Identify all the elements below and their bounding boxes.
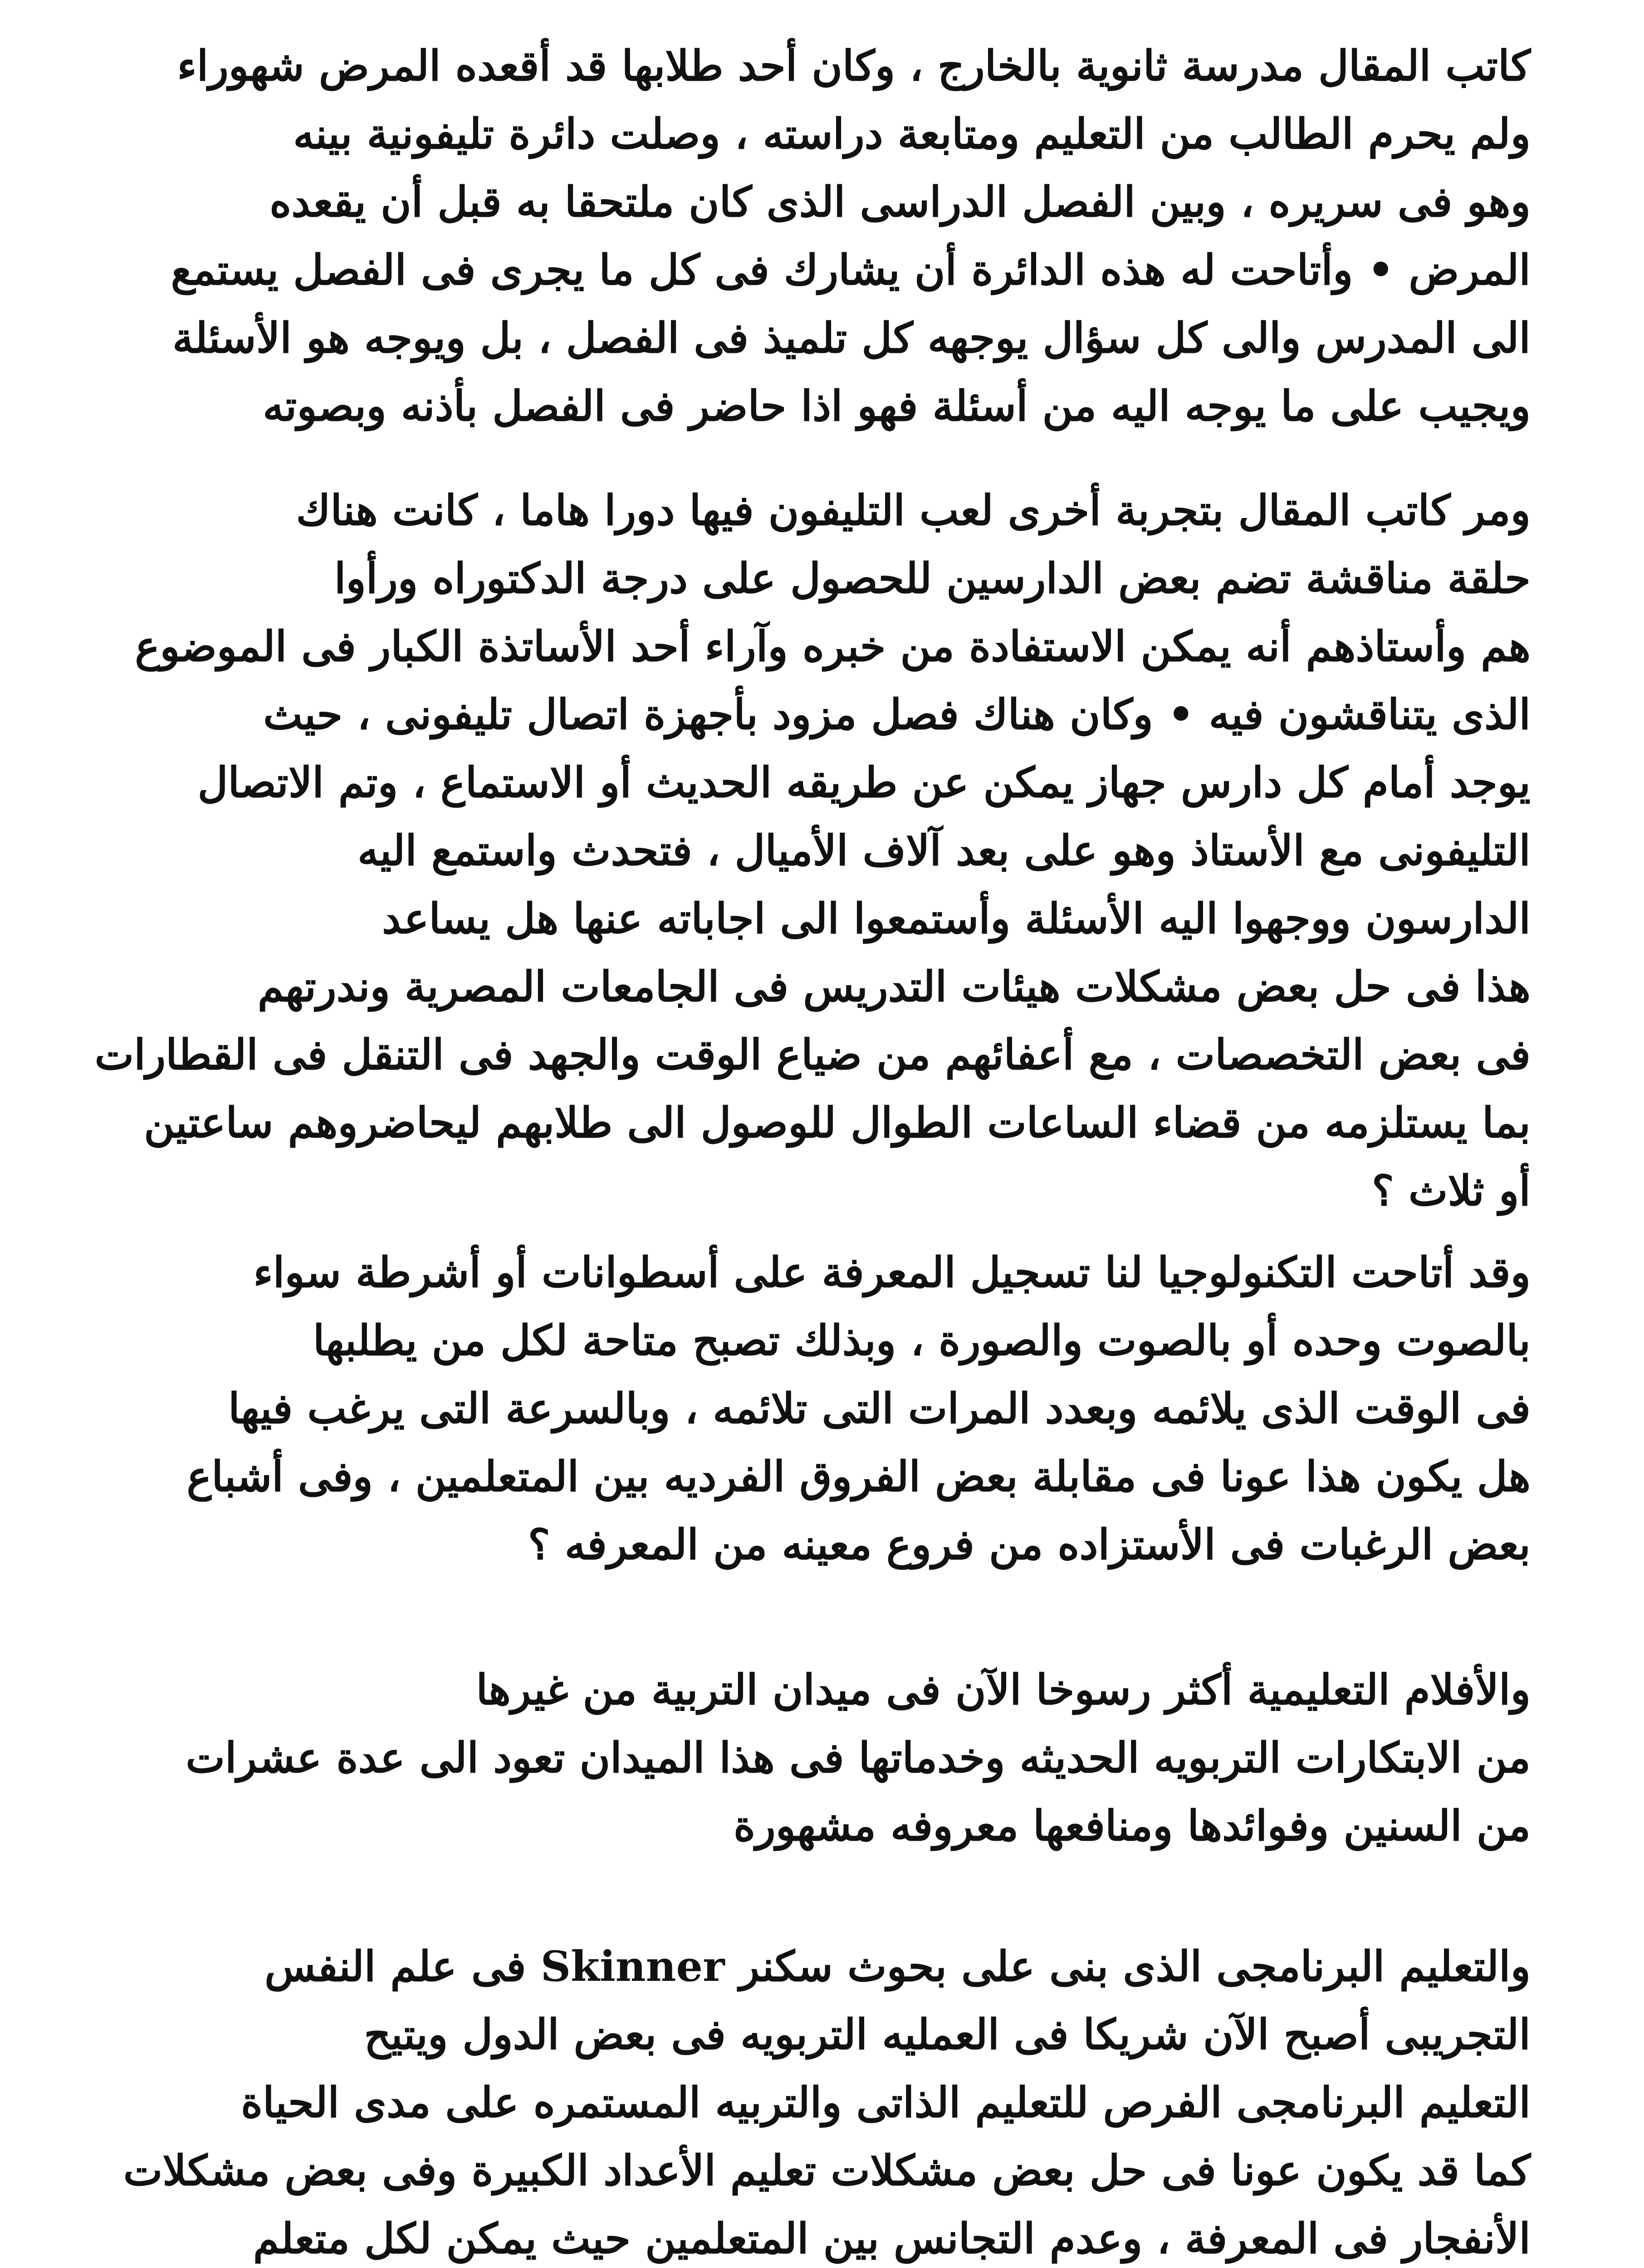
- paragraph-line: من السنين وفوائدها ومنافعها معروفه مشهورة: [734, 1801, 1531, 1850]
- paragraph-line: التعليم البرنامجى الفرص للتعليم الذاتى والتربيه المستمره على مدى الحياة: [240, 2078, 1531, 2127]
- paragraph-line: ومر كاتب المقال بتجربة أخرى لعب التليفون فيها دورا هاما ، كانت هناك: [296, 486, 1531, 535]
- paragraph-line: وقد أتاحت التكنولوجيا لنا تسجيل المعرفة على أسطوانات أو أشرطة سواء: [253, 1248, 1531, 1297]
- paragraph-2: [94, 476, 1531, 1225]
- paragraph-line: هذا فى حل بعض مشكلات هيئات التدريس فى الجامعات المصرية وندرتهم: [257, 962, 1531, 1011]
- paragraph-line: كما قد يكون عونا فى حل بعض مشكلات تعليم الأعداد الكبيرة وفى بعض مشكلات: [123, 2146, 1531, 2195]
- paragraph-line: بالصوت وحده أو بالصوت والصورة ، وبذلك تصبح متاحة لكل من يطلبها: [313, 1316, 1531, 1365]
- paragraph-line: فى بعض التخصصات ، مع أعفائهم من ضياع الوقت والجهد فى التنقل فى القطارات: [94, 1030, 1531, 1079]
- paragraph-line: التجريبى أصبح الآن شريكا فى العمليه التربويه فى بعض الدول ويتيح: [364, 2010, 1531, 2059]
- paragraph-line: حلقة مناقشة تضم بعض الدارسين للحصول على درجة الدكتوراه ورأوا: [334, 554, 1531, 603]
- paragraph-1: [115, 32, 1531, 440]
- paragraph-line: كاتب المقال مدرسة ثانوية بالخارج ، وكان أحد طلابها قد أقعده المرض شهوراء: [177, 41, 1531, 90]
- paragraph-line: والأفلام التعليمية أكثر رسوخا الآن فى ميدان التربية من غيرها: [476, 1665, 1531, 1714]
- paragraph-line: الأنفجار فى المعرفة ، وعدم التجانس بين المتعلمين حيث يمكن لكل متعلم: [253, 2214, 1531, 2263]
- paragraph-line: التليفونى مع الأستاذ وهو على بعد آلاف الأميال ، فتحدث واستمع اليه: [357, 826, 1531, 875]
- paragraph-line: من الابتكارات التربويه الحديثه وخدماتها فى هذا الميدان تعود الى عدة عشرات: [186, 1733, 1531, 1782]
- paragraph-3: [115, 1238, 1531, 1579]
- paragraph-line: ولم يحرم الطالب من التعليم ومتابعة دراسته ، وصلت دائرة تليفونية بينه: [293, 109, 1531, 158]
- paragraph-4: [115, 1656, 1531, 1860]
- paragraph-line: يوجد أمام كل دارس جهاز يمكن عن طريقه الحديث أو الاستماع ، وتم الاتصال: [197, 758, 1531, 807]
- paragraph-line: وهو فى سريره ، وبين الفصل الدراسى الذى كان ملتحقا به قبل أن يقعده: [269, 177, 1531, 226]
- paragraph-line: هل يكون هذا عونا فى مقابلة بعض الفروق الفرديه بين المتعلمين ، وفى أشباع: [186, 1452, 1531, 1501]
- paragraph-line: بما يستلزمه من قضاء الساعات الطوال للوصول الى طلابهم ليحاضروهم ساعتين: [144, 1098, 1531, 1147]
- paragraph-line: المرض • وأتاحت له هذه الدائرة أن يشارك فى كل ما يجرى فى الفصل يستمع: [171, 245, 1531, 294]
- paragraph-line: الدارسون ووجهوا اليه الأسئلة وأستمعوا الى اجاباته عنها هل يساعد: [382, 894, 1531, 943]
- paragraph-line: ويجيب على ما يوجه اليه من أسئلة فهو اذا حاضر فى الفصل بأذنه وبصوته: [263, 381, 1531, 430]
- paragraph-line: والتعليم البرنامجى الذى بنى على بحوث سكنر Skinner فى علم النفس: [264, 1942, 1531, 1991]
- paragraph-line: هم وأستاذهم أنه يمكن الاستفادة من خبره وآراء أحد الأساتذة الكبار فى الموضوع: [135, 622, 1531, 671]
- paragraph-line: الذى يتناقشون فيه • وكان هناك فصل مزود بأجهزة اتصال تليفونى ، حيث: [263, 690, 1531, 739]
- paragraph-line: بعض الرغبات فى الأستزاده من فروع معينه من المعرفه ؟: [528, 1520, 1531, 1569]
- paragraph-line: فى الوقت الذى يلائمه وبعدد المرات التى تلائمه ، وبالسرعة التى يرغب فيها: [228, 1384, 1531, 1433]
- paragraph-line: الى المدرس والى كل سؤال يوجهه كل تلميذ فى الفصل ، بل ويوجه هو الأسئلة: [172, 313, 1531, 362]
- paragraph-line: أو ثلاث ؟: [1372, 1166, 1531, 1215]
- paragraph-5: [115, 1932, 1531, 2268]
